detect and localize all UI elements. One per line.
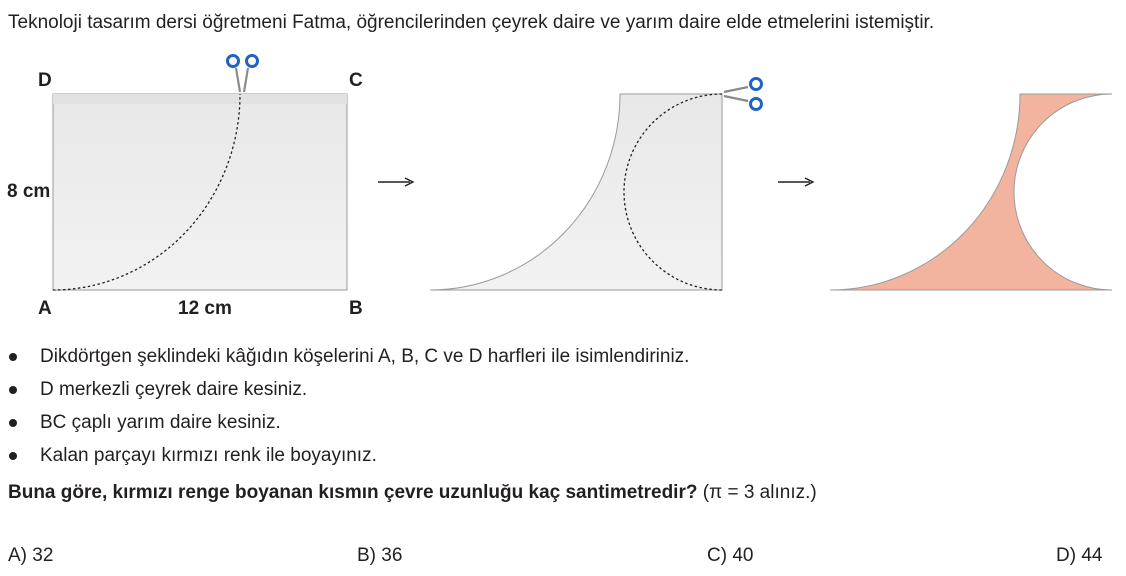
quarter-cut-paper [430, 94, 722, 290]
bottom-length-label: 12 cm [178, 298, 232, 319]
side-length-label: 8 cm [7, 181, 51, 202]
option-b[interactable]: B) 36 [357, 545, 403, 566]
instruction-list [8, 345, 689, 477]
corner-label-c: C [349, 70, 363, 91]
list-item: BC çaplı yarım daire kesiniz. [8, 411, 689, 444]
question-bold: Buna göre, kırmızı renge boyanan kısmın çevre uzunluğu kaç santimetredir? [8, 482, 698, 503]
scissors-icon [228, 56, 258, 93]
question-note: (π = 3 alınız.) [697, 482, 817, 503]
corner-label-b: B [349, 298, 363, 319]
bullet-icon [9, 452, 17, 460]
option-d[interactable]: D) 44 [1056, 545, 1103, 566]
arrow-right-icon [778, 178, 813, 186]
bullet-icon [9, 353, 17, 361]
rectangle-paper [53, 94, 347, 290]
corner-label-d: D [38, 70, 52, 91]
painted-remaining-piece [830, 94, 1112, 290]
arrow-right-icon [378, 178, 413, 186]
question-text [8, 482, 817, 504]
bullet-icon [9, 419, 17, 427]
option-c[interactable]: C) 40 [707, 545, 754, 566]
list-item: Dikdörtgen şeklindeki kâğıdın köşelerini A, B, C ve D harfleri ile isimlendiriniz. [8, 345, 689, 378]
intro-text: Teknoloji tasarım dersi öğretmeni Fatma, öğrencilerinden çeyrek daire ve yarım daire elde etmelerini istemiştir. [8, 12, 935, 33]
list-item: Kalan parçayı kırmızı renk ile boyayınız. [8, 444, 689, 477]
corner-label-a: A [38, 298, 52, 319]
bullet-icon [9, 386, 17, 394]
list-item: D merkezli çeyrek daire kesiniz. [8, 378, 689, 411]
scissors-icon [724, 79, 762, 110]
option-a[interactable]: A) 32 [8, 545, 54, 566]
